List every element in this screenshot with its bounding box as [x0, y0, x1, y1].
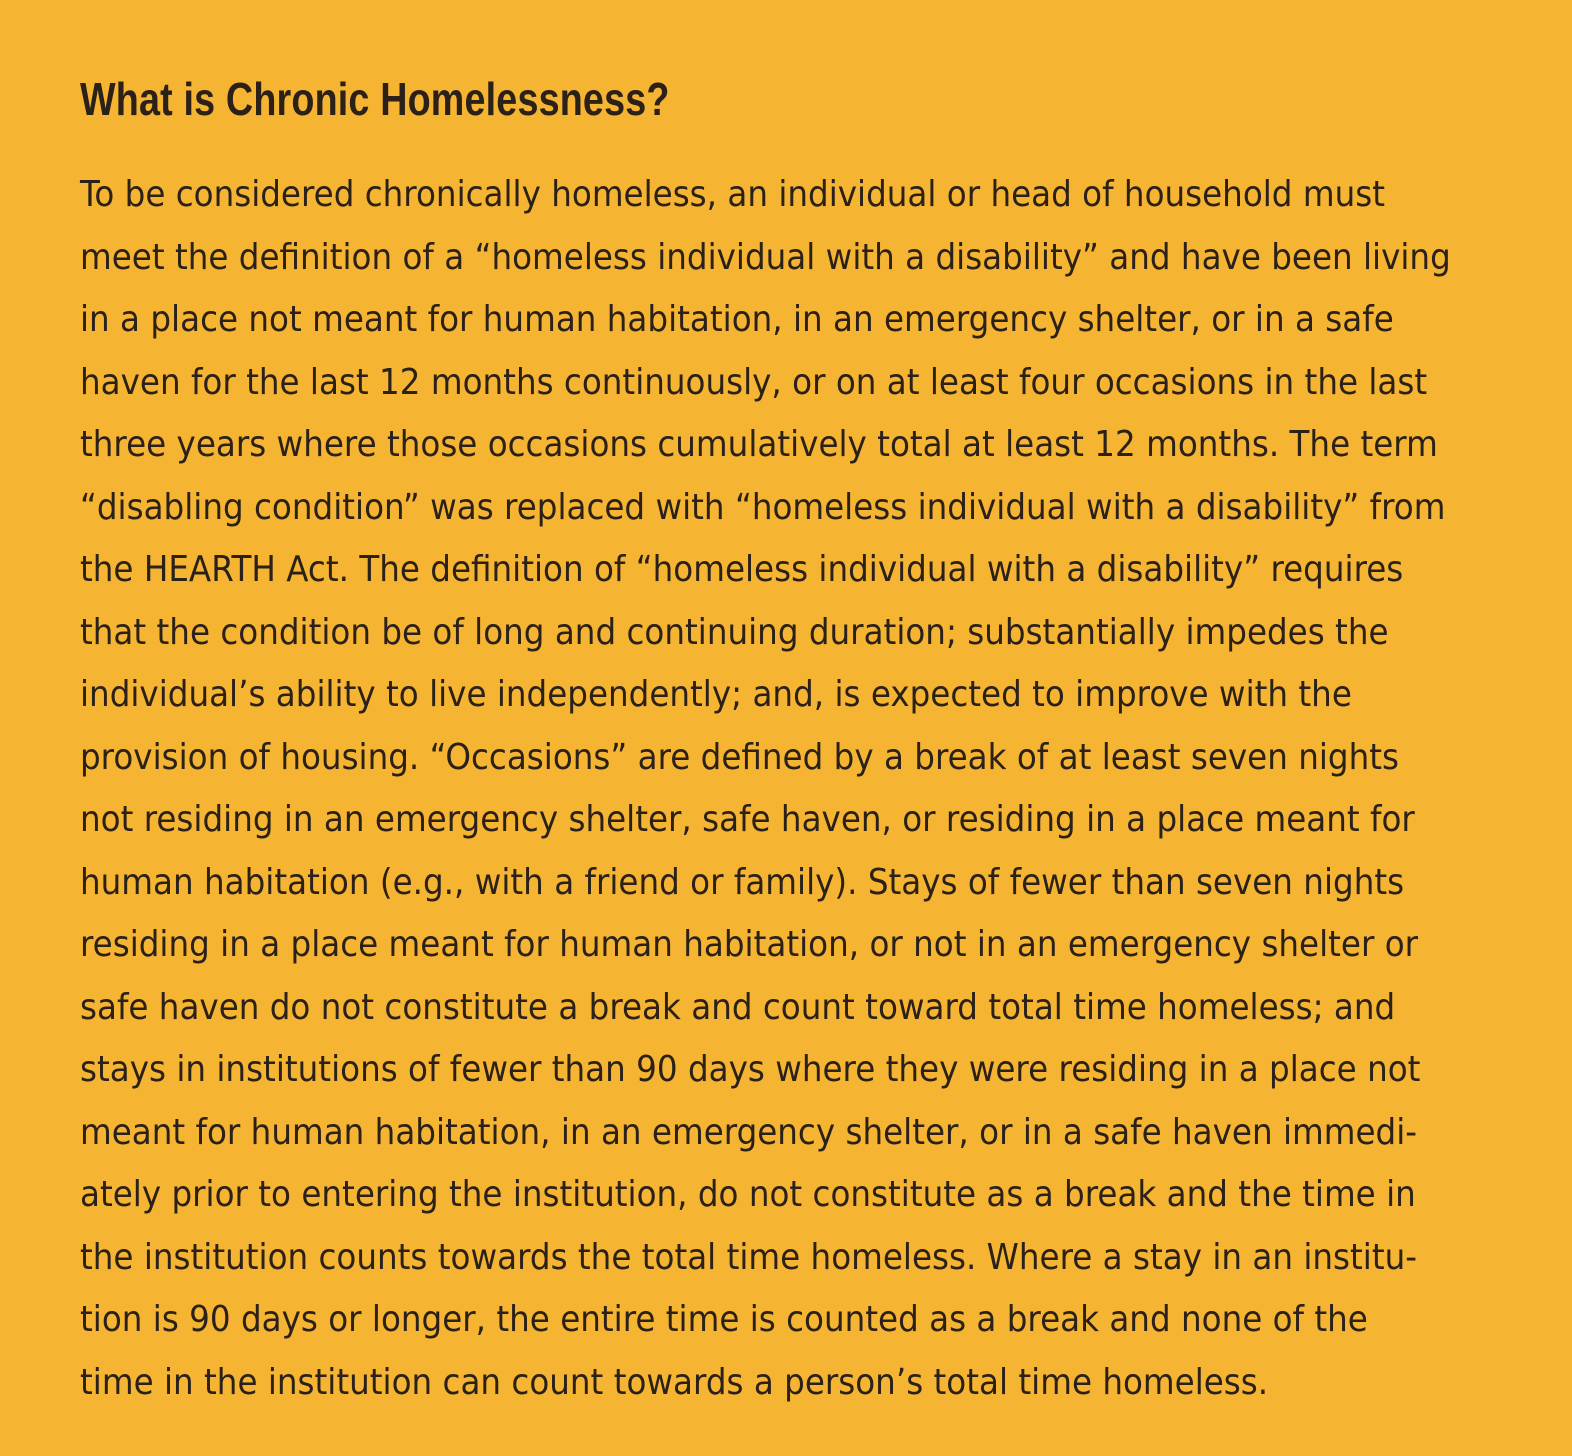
body-line: residing in a place meant for human habitation, or not in an emergency shelter or	[80, 924, 1419, 965]
body-line: To be considered chronically homeless, an individual or head of household must	[80, 174, 1385, 215]
body-line: in a place not meant for human habitation, in an emergency shelter, or in a safe	[80, 299, 1394, 340]
body-line: the HEARTH Act. The definition of “homeless individual with a disability” requires	[80, 549, 1404, 590]
body-line: individual’s ability to live independently; and, is expected to improve with the	[80, 674, 1352, 715]
body-line: time in the institution can count towards a person’s total time homeless.	[80, 1361, 1269, 1403]
definition-body	[80, 164, 1520, 1414]
body-line: safe haven do not constitute a break and count toward total time homeless; and	[80, 986, 1396, 1028]
body-line: haven for the last 12 months continuously, or on at least four occasions in the last	[80, 361, 1428, 403]
body-line: human habitation (e.g., with a friend or family). Stays of fewer than seven nights	[80, 861, 1405, 903]
body-line: meant for human habitation, in an emergency shelter, or in a safe haven immedi-	[80, 1111, 1418, 1153]
body-line: tion is 90 days or longer, the entire time is counted as a break and none of the	[80, 1299, 1368, 1340]
body-line: not residing in an emergency shelter, safe haven, or residing in a place meant for	[80, 799, 1415, 840]
body-line: stays in institutions of fewer than 90 days where they were residing in a place not	[80, 1049, 1421, 1090]
body-line: the institution counts towards the total time homeless. Where a stay in an institu-	[80, 1236, 1418, 1278]
body-line: three years where those occasions cumulatively total at least 12 months. The term	[80, 424, 1438, 465]
body-line: provision of housing. “Occasions” are defined by a break of at least seven nights	[80, 736, 1400, 778]
body-line: “disabling condition” was replaced with “homeless individual with a disability” from	[80, 486, 1446, 528]
body-line: ately prior to entering the institution, do not constitute as a break and the time in	[80, 1174, 1416, 1215]
panel-title: What is Chronic Homelessness?	[80, 73, 670, 125]
body-line: meet the definition of a “homeless individual with a disability” and have been living	[80, 236, 1451, 278]
body-line: that the condition be of long and continuing duration; substantially impedes the	[80, 611, 1389, 653]
